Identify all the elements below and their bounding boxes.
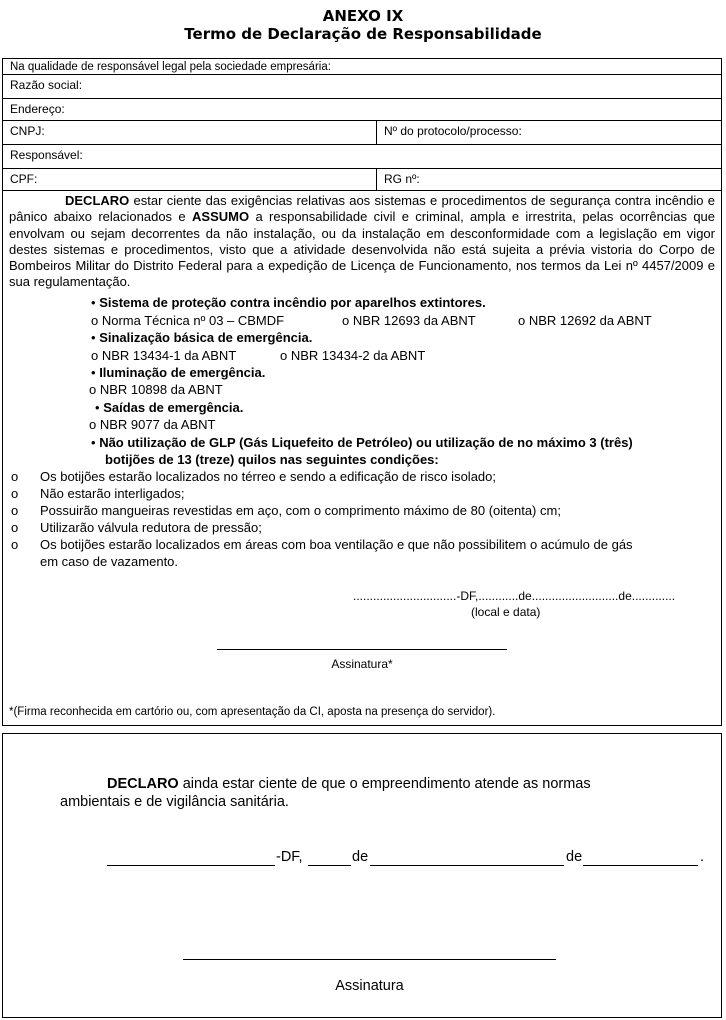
month-input-line[interactable] [370, 865, 564, 866]
de-label: de [352, 849, 369, 865]
option-label: NBR 12693 da ABNT [352, 313, 476, 328]
year-input-line[interactable] [583, 865, 698, 866]
system-label: Não utilização de GLP (Gás Liquefeito de Petróleo) ou utilização de no máximo 3 (três) [99, 435, 633, 450]
assumo-word: ASSUMO [192, 209, 250, 225]
signature-label: Assinatura* [331, 657, 393, 671]
bullet-icon: • [91, 330, 96, 345]
option-label: NBR 13434-2 da ABNT [290, 348, 426, 363]
declaration-part1: estar ciente das exigências relativas aos sistemas e procedimentos de segurança contra incêndio e pânico abaixo relacionados e [9, 193, 715, 225]
signature-label: Assinatura [335, 978, 404, 994]
option-icon: o [342, 313, 350, 328]
cpf-field[interactable] [3, 169, 721, 191]
option-row [91, 313, 652, 329]
page-title: ANEXO IX [322, 7, 404, 25]
condition-text: Não estarão interligados; [40, 486, 185, 501]
system-glp [91, 435, 633, 451]
razao-social-label: Razão social: [10, 78, 83, 92]
declaration-form [2, 58, 722, 726]
declaration-part2: a responsabilidade civil e criminal, ampla e irrestrita, pelas ocorrências que envolvam ou sejam decorrentes da não instalação, ou da instalação em desconformidade com a legislação em vigor destes sistemas e procedimentos, visto que a atividade desenvolvida não está sujeita a prévia vistoria do Corpo de Bombeiros Militar do Distrito Federal para a expedição de Licença de Funcionamento, nos termos da Lei nº 4457/2009 e sua regulamentação. [9, 209, 716, 290]
cnpj-label: CNPJ: [10, 124, 45, 138]
list-item [11, 486, 185, 502]
condition-text-cont: em caso de vazamento. [40, 554, 179, 569]
condition-text: Utilizarão válvula redutora de pressão; [40, 520, 262, 535]
period-label: . [700, 849, 705, 865]
option-icon: o [11, 486, 19, 501]
system-extintores [91, 295, 486, 311]
system-label: Iluminação de emergência. [99, 365, 266, 380]
declaro-word: DECLARO [65, 193, 130, 208]
env-declaration-line1 [107, 776, 591, 792]
option-label: NBR 9077 da ABNT [99, 417, 216, 432]
bullet-icon: • [91, 295, 96, 310]
df-label: -DF, [276, 849, 303, 865]
list-item [11, 503, 561, 519]
option-icon: o [11, 537, 19, 552]
system-sinalizacao [91, 330, 312, 346]
option-icon: o [91, 348, 99, 363]
place-date-label: (local e data) [471, 605, 541, 619]
intro-row [3, 59, 721, 75]
place-input-line[interactable] [107, 865, 275, 866]
option-label: NBR 12692 da ABNT [528, 313, 652, 328]
environmental-declaration-box [2, 733, 722, 1018]
signature-line [217, 649, 507, 650]
cpf-label: CPF: [10, 172, 38, 186]
option-icon: o [518, 313, 526, 328]
condition-text: Os botijões estarão localizados em áreas com boa ventilação e que não possibilitem o acúmulo de gás [40, 537, 633, 552]
protocolo-label: Nº do protocolo/processo: [384, 124, 522, 138]
declaration-text [9, 193, 715, 291]
option-row [89, 417, 215, 433]
responsavel-label: Responsável: [10, 148, 83, 162]
system-iluminacao [91, 365, 265, 381]
condition-text: Possuirão mangueiras revestidas em aço, com o comprimento máximo de 80 (oitenta) cm; [40, 503, 561, 518]
page-subtitle: Termo de Declaração de Responsabilidade [184, 25, 542, 43]
system-label: Sistema de proteção contra incêndio por aparelhos extintores. [99, 295, 486, 310]
option-icon: o [89, 417, 97, 432]
option-label: NBR 13434-1 da ABNT [101, 348, 237, 363]
bullet-icon: • [91, 435, 96, 450]
system-label: Saídas de emergência. [103, 400, 244, 415]
option-row [91, 348, 426, 364]
system-label: Sinalização básica de emergência. [99, 330, 313, 345]
system-label: botijões de 13 (treze) quilos nas seguintes condições: [105, 452, 439, 467]
bullet-icon: • [95, 400, 100, 415]
intro-label: Na qualidade de responsável legal pela sociedade empresária: [10, 61, 331, 73]
bullet-icon: • [91, 365, 96, 380]
condition-text: Os botijões estarão localizados no térreo e sendo a edificação de risco isolado; [40, 469, 496, 484]
option-icon: o [91, 313, 99, 328]
option-icon: o [89, 382, 97, 397]
declaro-word: DECLARO [107, 776, 179, 792]
option-icon: o [11, 520, 19, 535]
divider [376, 121, 377, 145]
option-icon: o [280, 348, 288, 363]
cnpj-field[interactable] [3, 121, 721, 145]
list-item [11, 520, 262, 536]
endereco-field[interactable] [3, 99, 721, 121]
signature-line [183, 959, 556, 960]
system-saidas [95, 400, 243, 416]
env-declaration-line2: ambientais e de vigilância sanitária. [60, 794, 289, 810]
razao-social-field[interactable] [3, 75, 721, 99]
option-icon: o [11, 503, 19, 518]
option-icon: o [11, 469, 19, 484]
rg-label: RG nº: [384, 172, 420, 186]
place-date-line: ...............................-DF,............de..........................de............. [353, 589, 676, 603]
divider [376, 169, 377, 191]
env-text: ainda estar ciente de que o empreendimento atende as normas [178, 776, 591, 792]
option-row [89, 382, 223, 398]
system-glp-cont [105, 452, 439, 468]
endereco-label: Endereço: [10, 102, 65, 116]
footnote: *(Firma reconhecida em cartório ou, com apresentação da CI, aposta na presença do servidor). [9, 706, 496, 718]
list-item [11, 469, 496, 485]
responsavel-field[interactable] [3, 145, 721, 169]
option-label: Norma Técnica nº 03 – CBMDF [101, 313, 285, 328]
list-item [11, 537, 633, 553]
de-label: de [566, 849, 583, 865]
day-input-line[interactable] [308, 865, 351, 866]
option-label: NBR 10898 da ABNT [99, 382, 223, 397]
